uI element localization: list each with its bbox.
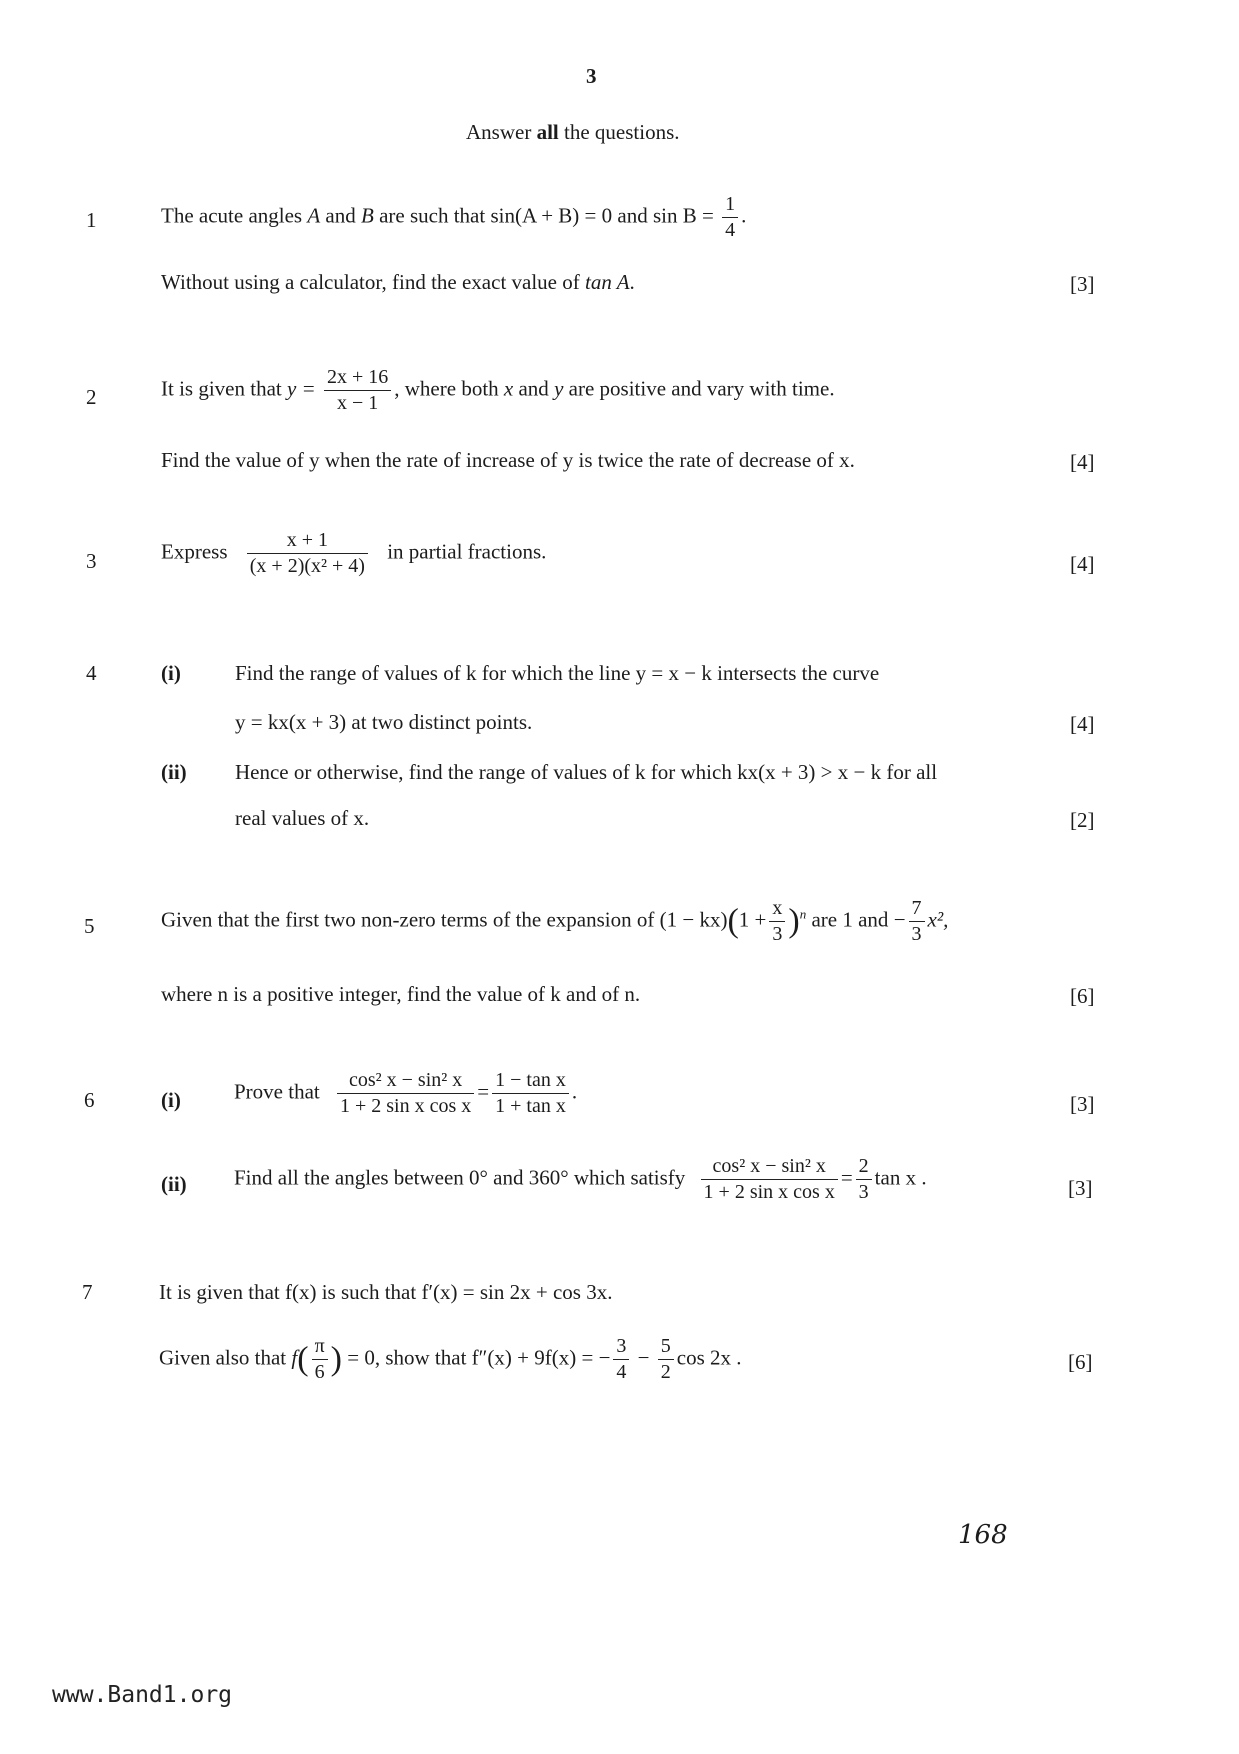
question-1-line-1: The acute angles A and B are such that sin(A + B) = 0 and sin B = $\frac{1}{4}$ .	[161, 193, 747, 241]
footer-website: www.Band1.org	[52, 1682, 233, 1708]
question-1-marks: [3]	[1070, 272, 1095, 296]
q7-fraction-pi	[312, 1334, 328, 1385]
q1-and: and	[612, 203, 653, 228]
question-4-part-i: (i)	[161, 661, 181, 685]
q1-angle-a: A	[307, 203, 321, 228]
q7-f: f	[291, 1345, 298, 1370]
q1-sin-b: sin B =	[652, 203, 714, 228]
q5-fraction-2	[909, 896, 925, 947]
q2-text-positive: are positive and vary with time.	[563, 376, 835, 401]
question-6-part-i: (i)	[161, 1088, 181, 1112]
q6-ii-fraction-2	[856, 1154, 872, 1205]
q1-angle-b: B	[361, 203, 374, 228]
q2-fraction-den: x − 1	[336, 392, 379, 414]
q6-i-fraction-2	[492, 1068, 569, 1119]
q5-right-paren: )	[788, 902, 800, 940]
q2-x: x	[503, 376, 514, 401]
question-6-i-marks: [3]	[1070, 1092, 1095, 1116]
question-6-i-line	[234, 1068, 577, 1119]
q6-ii-equals: =	[840, 1165, 853, 1190]
q7-right-paren: )	[330, 1340, 342, 1378]
question-6-ii-line	[234, 1154, 927, 1205]
q6-i-fraction-2-num: 1 − tan x	[492, 1068, 569, 1094]
q7-fraction-3-4-den: 4	[616, 1361, 627, 1383]
q5-minus: −	[893, 907, 906, 932]
question-5-line-1	[161, 896, 948, 947]
question-7-line-1: It is given that f(x) is such that f′(x) = sin 2x + cos 3x.	[159, 1280, 613, 1304]
question-5-marks: [6]	[1070, 984, 1095, 1008]
question-3-line-1	[161, 528, 546, 579]
question-1-line-2: Without using a calculator, find the exact value of tan A.	[161, 270, 635, 294]
q5-text: Given that the first two non-zero terms of the expansion of	[161, 907, 660, 932]
q7-fraction-5-2-num: 5	[658, 1334, 674, 1360]
question-4-i-line-2: y = kx(x + 3) at two distinct points.	[235, 710, 533, 734]
handwritten-page-note: 168	[958, 1520, 1008, 1550]
q2-y-equals: y =	[286, 376, 316, 401]
q6-ii-fraction-1-num: cos² x − sin² x	[701, 1154, 838, 1180]
question-4-number: 4	[86, 661, 97, 685]
q5-text-are: are 1 and	[806, 907, 894, 932]
q5-expr-1-plus: 1 +	[738, 907, 767, 932]
q3-fraction-den: (x + 2)(x² + 4)	[249, 555, 365, 577]
q6-i-fraction-1	[337, 1068, 474, 1119]
question-4-ii-line-1: Hence or otherwise, find the range of values of k for which kx(x + 3) > x − k for all	[235, 760, 938, 784]
question-4-ii-line-2: real values of x.	[235, 806, 370, 830]
q5-fraction-2-num: 7	[909, 896, 925, 922]
q6-ii-fraction-1-den: 1 + 2 sin x cos x	[703, 1181, 835, 1203]
question-2-marks: [4]	[1070, 450, 1095, 474]
question-4-i-line-1: Find the range of values of k for which the line y = x − k intersects the curve	[235, 661, 880, 685]
q6-i-fraction-2-den: 1 + tan x	[495, 1095, 566, 1117]
question-4-i-marks: [4]	[1070, 712, 1095, 736]
q7-fraction-pi-num: π	[312, 1334, 328, 1360]
q6-ii-tan-x: tan x .	[874, 1165, 927, 1190]
q7-fraction-5-2-den: 2	[660, 1361, 671, 1383]
q3-fraction	[247, 528, 368, 579]
question-2-line-1	[161, 365, 835, 416]
question-6-part-ii: (ii)	[161, 1172, 187, 1196]
q7-given-also: Given also that	[159, 1345, 292, 1370]
q7-cos-2x: cos 2x .	[676, 1345, 742, 1370]
q5-fraction	[769, 896, 785, 947]
instructions-text-end: the questions.	[558, 120, 680, 144]
q1-text-such: are such that	[373, 203, 491, 228]
q7-fraction-5-2	[658, 1334, 674, 1385]
q5-fraction-den: 3	[772, 923, 783, 945]
q5-power-n: n	[799, 906, 807, 922]
q6-i-period: .	[571, 1079, 578, 1104]
question-5-number: 5	[84, 914, 95, 938]
q5-fraction-num: x	[769, 896, 785, 922]
question-2-number: 2	[86, 385, 97, 409]
q3-partial-fractions: in partial fractions.	[387, 539, 547, 564]
q6-ii-text: Find all the angles between 0° and 360° which satisfy	[234, 1165, 686, 1190]
q7-fraction-3-4	[613, 1334, 629, 1385]
q1-instruction: Without using a calculator, find the exact value of	[161, 270, 585, 294]
q1-text: The acute angles	[161, 203, 308, 228]
q1-fraction-num: 1	[722, 192, 738, 218]
question-7-marks: [6]	[1068, 1350, 1093, 1374]
question-5-line-2: where n is a positive integer, find the value of k and of n.	[161, 982, 641, 1006]
q7-fraction-3-4-num: 3	[613, 1334, 629, 1360]
q2-y: y	[554, 376, 564, 401]
instructions-text: Answer	[466, 120, 537, 144]
q2-fraction	[324, 365, 391, 416]
q6-ii-fraction-1	[701, 1154, 838, 1205]
page-number: 3	[586, 64, 597, 88]
instructions	[466, 120, 680, 145]
instructions-bold: all	[536, 120, 559, 144]
q2-and: and	[513, 376, 555, 401]
question-1-number: 1	[86, 208, 97, 232]
q3-fraction-num: x + 1	[247, 528, 368, 554]
q6-i-fraction-1-num: cos² x − sin² x	[337, 1068, 474, 1094]
q7-fraction-pi-den: 6	[314, 1361, 325, 1383]
q3-express: Express	[161, 539, 228, 564]
q7-left-paren: (	[297, 1340, 309, 1378]
q2-text: It is given that	[161, 376, 287, 401]
q6-prove-that: Prove that	[234, 1079, 320, 1104]
q2-text-where: , where both	[394, 376, 504, 401]
q7-show-that: = 0, show that f″(x) + 9f(x) = −	[342, 1345, 611, 1370]
q1-fraction-den: 4	[725, 219, 736, 241]
q1-tan-a: tan A	[585, 270, 630, 294]
q6-i-fraction-1-den: 1 + 2 sin x cos x	[339, 1095, 472, 1117]
q5-x-squared: x²,	[927, 907, 949, 932]
question-4-ii-marks: [2]	[1070, 808, 1095, 832]
question-3-number: 3	[86, 549, 97, 573]
question-2-line-2: Find the value of y when the rate of increase of y is twice the rate of decrease of x.	[161, 448, 855, 472]
question-6-ii-marks: [3]	[1068, 1176, 1093, 1200]
question-7-number: 7	[82, 1280, 93, 1304]
q2-fraction-num: 2x + 16	[324, 365, 391, 391]
q6-ii-fraction-2-num: 2	[856, 1154, 872, 1180]
q6-i-equals: =	[477, 1079, 490, 1104]
q1-sin-expression: sin(A + B) = 0	[490, 203, 613, 228]
q5-expr-1-kx: (1 − kx)	[659, 907, 728, 932]
q5-left-paren: (	[727, 902, 739, 940]
q7-minus: −	[632, 1345, 655, 1370]
question-3-marks: [4]	[1070, 552, 1095, 576]
question-4-part-ii: (ii)	[161, 760, 187, 784]
q5-fraction-2-den: 3	[911, 923, 922, 945]
q1-text-and: and	[320, 203, 361, 228]
q6-ii-fraction-2-den: 3	[858, 1181, 869, 1203]
q1-fraction	[722, 192, 738, 243]
question-6-number: 6	[84, 1088, 95, 1112]
question-7-line-2	[159, 1334, 742, 1385]
